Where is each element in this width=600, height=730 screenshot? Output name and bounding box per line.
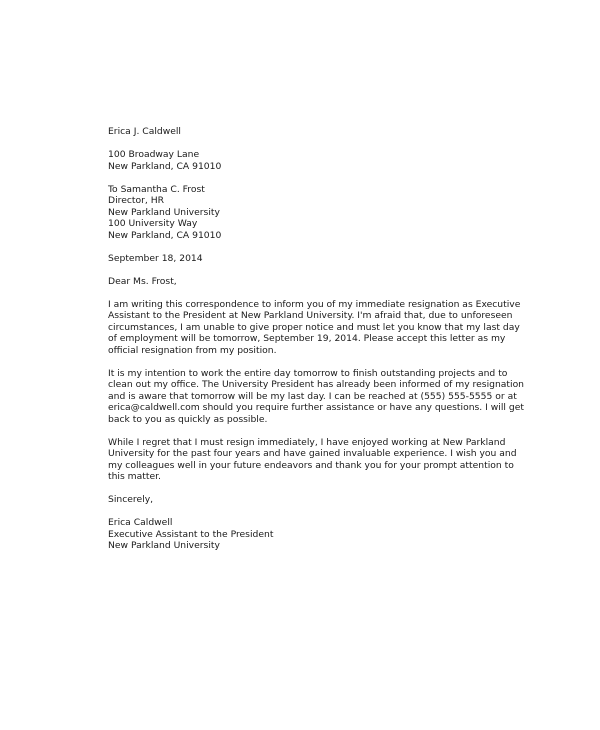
recipient-line: Director, HR xyxy=(108,195,165,206)
recipient-line: New Parkland, CA 91010 xyxy=(108,229,222,241)
paragraph-2 xyxy=(108,367,525,426)
paragraph-line: It is my intention to work the entire day tomorrow to finish outstanding projects and to xyxy=(108,367,508,379)
paragraph-line: University for the past four years and have gained invaluable experience. I wish you and xyxy=(108,448,517,459)
letter-date: September 18, 2014 xyxy=(108,252,203,264)
signature-organization: New Parkland University xyxy=(108,540,220,551)
signature-block xyxy=(108,517,500,552)
recipient-line: To Samantha C. Frost xyxy=(108,183,205,195)
signature-title: Executive Assistant to the President xyxy=(108,528,274,540)
paragraph-line: circumstances, I am unable to give proper notice and must let you know that my last day xyxy=(108,321,520,333)
sender-name-block xyxy=(108,126,500,138)
sender-address-line: New Parkland, CA 91010 xyxy=(108,160,222,172)
date-block xyxy=(108,253,500,265)
paragraph-line: clean out my office. The University President has already been informed of my resignation xyxy=(108,379,525,390)
paragraph-line: and is aware that tomorrow will be my last day. I can be reached at (555) 555-5555 or at xyxy=(108,390,517,402)
paragraph-line: this matter. xyxy=(108,471,161,482)
paragraph-line: I am writing this correspondence to inform you of my immediate resignation as Executive xyxy=(108,298,521,310)
resignation-letter xyxy=(108,126,525,563)
paragraph-3 xyxy=(108,436,517,483)
signature-name: Erica Caldwell xyxy=(108,517,173,528)
closing: Sincerely, xyxy=(108,494,154,505)
paragraph-line: erica@caldwell.com should you require further assistance or have any questions. I will get xyxy=(108,402,524,413)
closing-block xyxy=(108,494,500,506)
salutation-block xyxy=(108,276,500,288)
sender-name: Erica J. Caldwell xyxy=(108,126,181,137)
sender-address xyxy=(108,149,500,172)
paragraph-line: of employment will be tomorrow, September 19, 2014. Please accept this letter as my xyxy=(108,333,506,344)
paragraph-line: official resignation from my position. xyxy=(108,344,277,356)
paragraph-line: While I regret that I must resign immediately, I have enjoyed working at New Parkland xyxy=(108,436,506,448)
paragraph-line: back to you as quickly as possible. xyxy=(108,413,268,425)
sender-address-line: 100 Broadway Lane xyxy=(108,149,200,160)
paragraph-line: Assistant to the President at New Parkland University. I'm afraid that, due to unforeseen xyxy=(108,310,513,321)
paragraph-1 xyxy=(108,298,521,357)
salutation: Dear Ms. Frost, xyxy=(108,275,177,287)
recipient-line: New Parkland University xyxy=(108,206,220,218)
recipient-line: 100 University Way xyxy=(108,218,198,229)
paragraph-line: my colleagues well in your future endeavors and thank you for your prompt attention to xyxy=(108,459,514,471)
recipient-address xyxy=(108,184,500,242)
